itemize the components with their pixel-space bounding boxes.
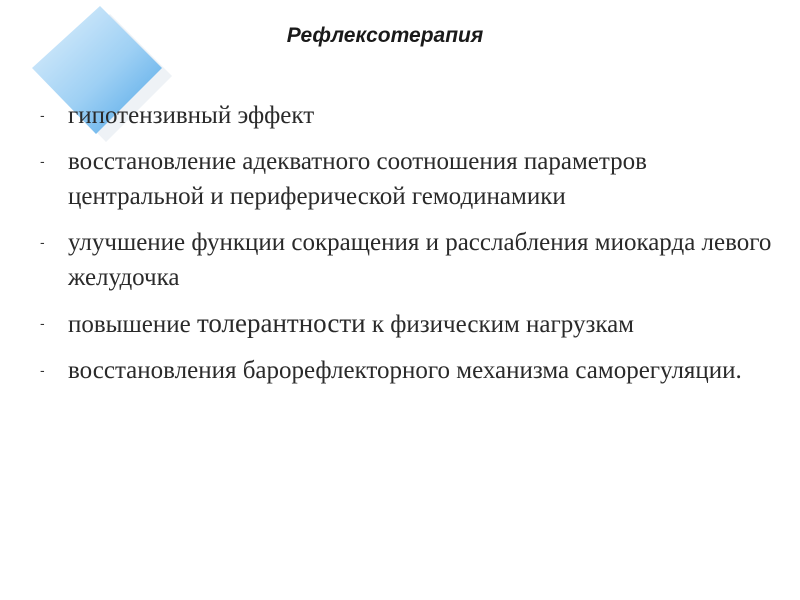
list-item-text: улучшение функции сокращения и расслабления миокарда левого желудочка: [68, 229, 772, 291]
list-item-text: гипотензивный эффект: [68, 102, 315, 129]
emphasized-term: толерантности: [196, 308, 366, 338]
list-item: [40, 98, 780, 133]
bullet-dash: -: [40, 362, 45, 378]
list-item: [40, 306, 780, 342]
list-item-text-start: повышение: [68, 311, 197, 338]
list-item: [40, 353, 780, 388]
bullet-dash: -: [40, 315, 45, 331]
list-item-text: восстановления барорефлекторного механизма саморегуляции.: [68, 357, 742, 384]
list-item: [40, 225, 780, 295]
list-item-text-end: к физическим нагрузкам: [365, 311, 634, 338]
list-item: [40, 144, 780, 214]
slide-title: Рефлексотерапия: [286, 24, 484, 47]
bullet-dash: -: [40, 107, 45, 123]
bullet-dash: -: [40, 234, 45, 250]
bullet-dash: -: [40, 153, 45, 169]
bullet-list: [40, 98, 780, 399]
list-item-text: восстановление адекватного соотношения параметров центральной и периферической гемодинамики: [68, 148, 647, 210]
